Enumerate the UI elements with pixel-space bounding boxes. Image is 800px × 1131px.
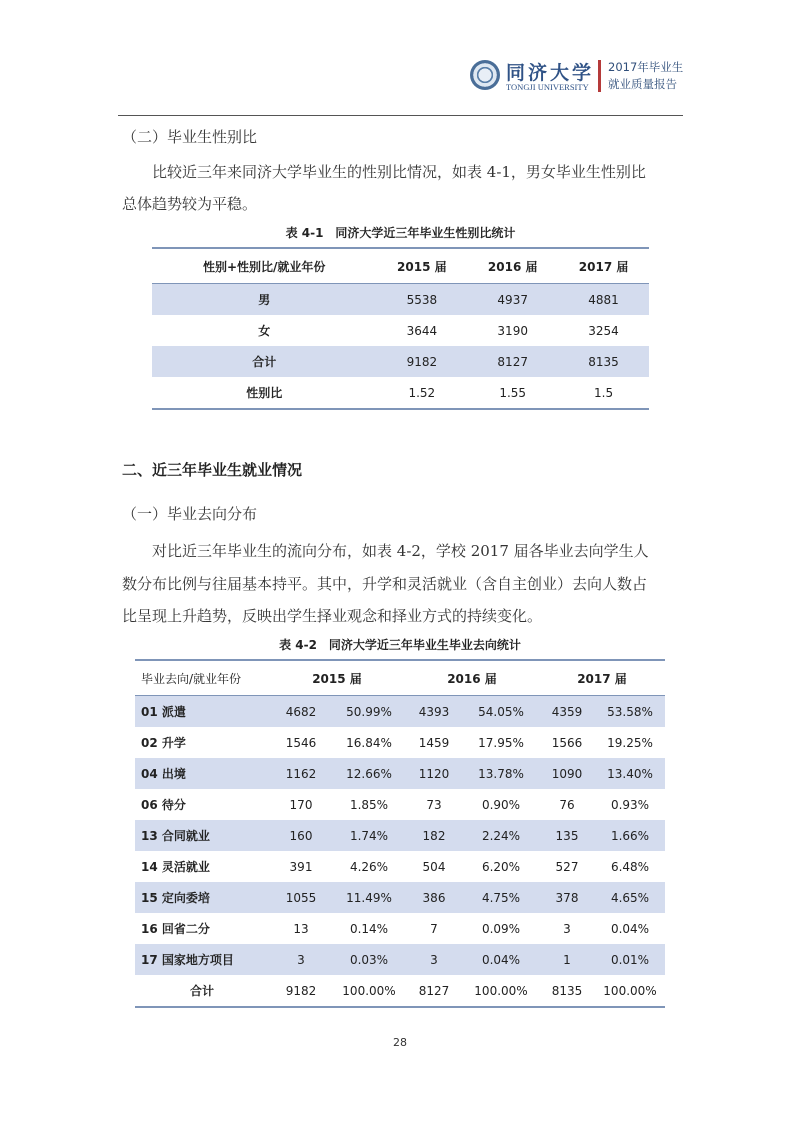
cell: 4.65% xyxy=(610,890,650,905)
cell: 9182 xyxy=(285,983,317,998)
cell: 4393 xyxy=(418,704,450,719)
report-title-line1: 2017年毕业生 xyxy=(608,60,684,74)
cell: 0.09% xyxy=(481,921,521,936)
cell: 0.03% xyxy=(349,952,389,967)
table-row xyxy=(152,284,649,316)
table-row xyxy=(135,696,665,728)
row-label: 02 升学 xyxy=(141,736,186,750)
column-header: 性别+性别比/就业年份 xyxy=(152,248,376,284)
cell: 6.48% xyxy=(610,859,650,874)
cell: 182 xyxy=(422,828,446,843)
cell: 8127 xyxy=(497,354,528,369)
column-header: 2016 届 xyxy=(467,248,558,284)
row-label: 16 回省二分 xyxy=(141,922,210,936)
cell: 391 xyxy=(289,859,313,874)
cell: 3190 xyxy=(497,323,528,338)
cell: 1.52 xyxy=(408,385,436,400)
cell: 4937 xyxy=(497,292,528,307)
cell: 504 xyxy=(422,859,446,874)
cell: 4.26% xyxy=(349,859,389,874)
column-header: 2015 届 xyxy=(269,660,405,696)
cell: 1120 xyxy=(418,766,450,781)
cell: 0.93% xyxy=(610,797,650,812)
row-label: 男 xyxy=(258,293,271,307)
destination-paragraph-line1: 对比近三年毕业生的流向分布，如表 4-2，学校 2017 届各毕业去向学生人 xyxy=(152,542,649,560)
row-label: 04 出境 xyxy=(141,767,186,781)
table-row xyxy=(135,727,665,758)
cell: 4682 xyxy=(285,704,317,719)
cell: 13.40% xyxy=(607,766,653,781)
column-header: 2017 届 xyxy=(539,660,665,696)
gender-paragraph-line2: 总体趋势较为平稳。 xyxy=(122,195,258,213)
cell: 3 xyxy=(430,952,438,967)
report-title xyxy=(608,59,683,93)
cell: 12.66% xyxy=(346,766,392,781)
destination-paragraph-line3: 比呈现上升趋势，反映出学生择业观念和择业方式的持续变化。 xyxy=(122,607,543,625)
cell: 17.95% xyxy=(478,735,524,750)
cell: 378 xyxy=(555,890,579,905)
column-header: 2015 届 xyxy=(376,248,467,284)
cell: 1055 xyxy=(285,890,317,905)
cell: 8135 xyxy=(588,354,619,369)
cell: 0.04% xyxy=(610,921,650,936)
employment-section-heading: 二、近三年毕业生就业情况 xyxy=(122,461,303,479)
table-row xyxy=(152,346,649,377)
table-header-row xyxy=(135,660,665,696)
cell: 160 xyxy=(289,828,313,843)
row-label: 性别比 xyxy=(246,386,283,400)
destination-paragraph-line2: 数分布比例与往届基本持平。其中，升学和灵活就业（含自主创业）去向人数占 xyxy=(122,575,648,593)
cell: 3 xyxy=(563,921,571,936)
cell: 19.25% xyxy=(607,735,653,750)
cell: 0.04% xyxy=(481,952,521,967)
row-label: 14 灵活就业 xyxy=(141,860,210,874)
cell: 4.75% xyxy=(481,890,521,905)
cell: 16.84% xyxy=(346,735,392,750)
cell: 1.66% xyxy=(610,828,650,843)
cell: 2.24% xyxy=(481,828,521,843)
cell: 1.74% xyxy=(349,828,389,843)
header-rule xyxy=(118,115,683,116)
university-name-cn: 同济大学 xyxy=(506,62,595,84)
row-label: 13 合同就业 xyxy=(141,829,210,843)
report-header xyxy=(470,58,700,98)
cell: 1162 xyxy=(285,766,317,781)
column-header: 2017 届 xyxy=(558,248,649,284)
cell: 100.00% xyxy=(342,983,396,998)
header-divider xyxy=(598,60,601,92)
gender-section-heading: （二）毕业生性别比 xyxy=(122,128,258,146)
row-label: 01 派遣 xyxy=(141,705,186,719)
university-seal-icon xyxy=(470,60,500,90)
row-label: 15 定向委培 xyxy=(141,891,210,905)
table-header-row xyxy=(152,248,649,284)
column-header: 2016 届 xyxy=(405,660,539,696)
cell: 1 xyxy=(563,952,571,967)
row-label: 06 待分 xyxy=(141,798,186,812)
table-row xyxy=(135,758,665,789)
cell: 53.58% xyxy=(607,704,653,719)
table-row xyxy=(135,820,665,851)
cell: 1566 xyxy=(551,735,583,750)
cell: 11.49% xyxy=(346,890,392,905)
table-row xyxy=(135,913,665,944)
cell: 170 xyxy=(289,797,313,812)
cell: 4881 xyxy=(588,292,619,307)
destination-table xyxy=(135,659,665,1008)
cell: 76 xyxy=(559,797,575,812)
cell: 4359 xyxy=(551,704,583,719)
university-name-en: TONGJI UNIVERSITY xyxy=(506,82,589,92)
column-header: 毕业去向/就业年份 xyxy=(135,660,269,696)
cell: 100.00% xyxy=(474,983,528,998)
table-row xyxy=(135,882,665,913)
cell: 1546 xyxy=(285,735,317,750)
cell: 135 xyxy=(555,828,579,843)
gender-paragraph-line1: 比较近三年来同济大学毕业生的性别比情况，如表 4-1，男女毕业生性别比 xyxy=(152,163,646,181)
table-row xyxy=(135,944,665,975)
table-row xyxy=(152,315,649,346)
cell: 1090 xyxy=(551,766,583,781)
gender-ratio-table xyxy=(152,247,649,410)
report-title-line2: 就业质量报告 xyxy=(608,77,677,91)
cell: 1.5 xyxy=(594,385,614,400)
cell: 7 xyxy=(430,921,438,936)
page-number: 28 xyxy=(393,1036,407,1049)
cell: 3 xyxy=(297,952,305,967)
cell: 3644 xyxy=(406,323,438,338)
cell: 0.01% xyxy=(610,952,650,967)
table-row xyxy=(135,975,665,1007)
row-label: 合计 xyxy=(252,355,277,369)
cell: 386 xyxy=(422,890,446,905)
cell: 13.78% xyxy=(478,766,524,781)
cell: 8135 xyxy=(551,983,583,998)
cell: 527 xyxy=(555,859,579,874)
cell: 9182 xyxy=(406,354,438,369)
cell: 0.90% xyxy=(481,797,521,812)
table-4-1-caption: 表 4-1 同济大学近三年毕业生性别比统计 xyxy=(285,226,516,240)
cell: 54.05% xyxy=(478,704,524,719)
cell: 1.55 xyxy=(499,385,527,400)
row-label: 女 xyxy=(258,324,271,338)
row-label: 17 国家地方项目 xyxy=(141,953,234,967)
cell: 3254 xyxy=(588,323,619,338)
cell: 1459 xyxy=(418,735,450,750)
cell: 100.00% xyxy=(603,983,657,998)
cell: 6.20% xyxy=(481,859,521,874)
cell: 0.14% xyxy=(349,921,389,936)
cell: 13 xyxy=(293,921,309,936)
row-label: 合计 xyxy=(189,984,214,998)
cell: 8127 xyxy=(418,983,450,998)
cell: 1.85% xyxy=(349,797,389,812)
table-row xyxy=(152,377,649,409)
table-row xyxy=(135,789,665,820)
destination-sub-heading: （一）毕业去向分布 xyxy=(122,505,258,523)
table-4-2-caption: 表 4-2 同济大学近三年毕业生毕业去向统计 xyxy=(279,638,521,652)
cell: 5538 xyxy=(406,292,438,307)
cell: 50.99% xyxy=(346,704,392,719)
cell: 73 xyxy=(426,797,442,812)
table-row xyxy=(135,851,665,882)
